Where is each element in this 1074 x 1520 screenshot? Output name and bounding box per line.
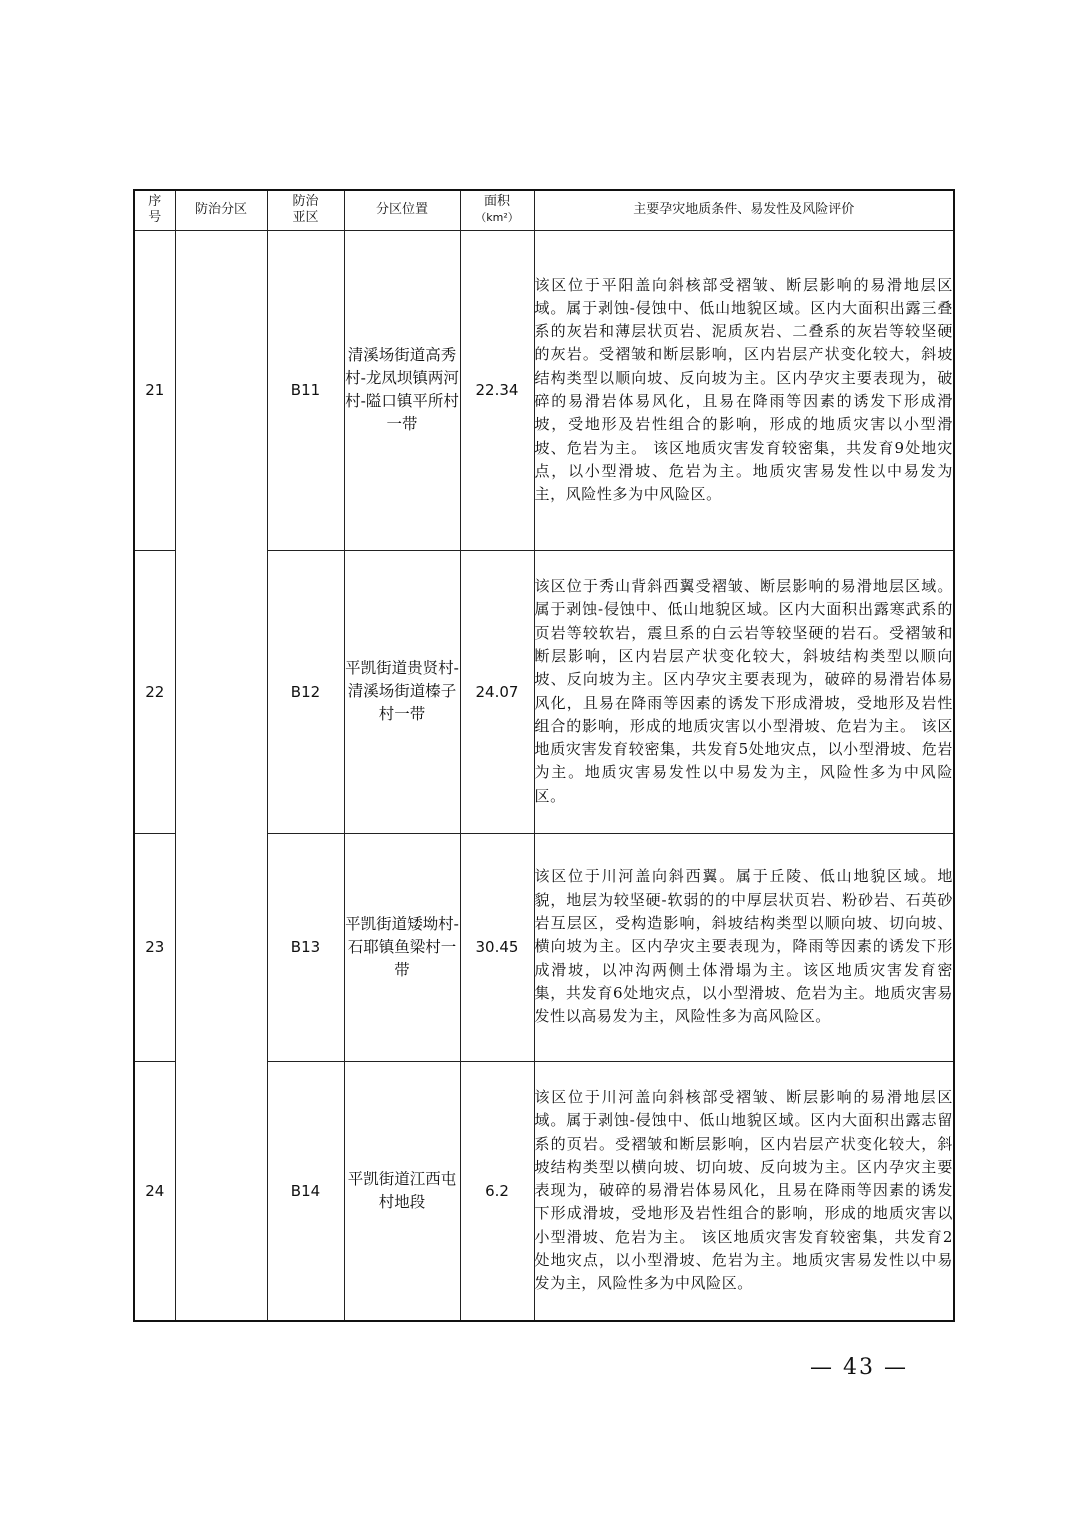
header-subzone: 防治亚区 (267, 190, 344, 230)
header-seq: 序号 (134, 190, 175, 230)
row-area: 6.2 (460, 1061, 534, 1321)
zoning-table (133, 189, 955, 1322)
row-location: 平凯街道江西屯村地段 (344, 1061, 460, 1321)
table-header-row (134, 190, 954, 230)
row-area: 30.45 (460, 833, 534, 1061)
row-description: 该区位于川河盖向斜西翼。属于丘陵、低山地貌区域。地貌，地层为较坚硬-软弱的的中厚层状页岩、粉砂岩、石英砂岩互层区，受构造影响，斜坡结构类型以顺向坡、切向坡、横向坡为主。区内孕灾主要表现为，降雨等因素的诱发下形成滑坡，以冲沟两侧土体滑塌为主。该区地质灾害发育密集，共发育6处地灾点，以小型滑坡、危岩为主。地质灾害易发性以高易发为主，风险性多为高风险区。 (534, 833, 954, 1061)
header-evaluation: 主要孕灾地质条件、易发性及风险评价 (534, 190, 954, 230)
page-number: — 43 — (810, 1355, 908, 1380)
row-area: 22.34 (460, 230, 534, 550)
row-seq: 24 (134, 1061, 175, 1321)
row-area: 24.07 (460, 550, 534, 833)
header-area: 面积 （km²） (460, 190, 534, 230)
row-description: 该区位于平阳盖向斜核部受褶皱、断层影响的易滑地层区域。属于剥蚀-侵蚀中、低山地貌区域。区内大面积出露三叠系的灰岩和薄层状页岩、泥质灰岩、二叠系的灰岩等较坚硬的灰岩。受褶皱和断层影响，区内岩层产状变化较大，斜坡结构类型以顺向坡、反向坡为主。区内孕灾主要表现为，破碎的易滑岩体易风化，且易在降雨等因素的诱发下形成滑坡，受地形及岩性组合的影响，形成的地质灾害以小型滑坡、危岩为主。 该区地质灾害发育较密集，共发育9处地灾点，以小型滑坡、危岩为主。地质灾害易发性以中易发为主，风险性多为中风险区。 (534, 230, 954, 550)
row-seq: 23 (134, 833, 175, 1061)
header-location: 分区位置 (344, 190, 460, 230)
row-seq: 21 (134, 230, 175, 550)
table-row (134, 230, 954, 550)
row-code: B11 (267, 230, 344, 550)
row-code: B13 (267, 833, 344, 1061)
row-code: B12 (267, 550, 344, 833)
row-description: 该区位于川河盖向斜核部受褶皱、断层影响的易滑地层区域。属于剥蚀-侵蚀中、低山地貌区域。区内大面积出露志留系的页岩。受褶皱和断层影响，区内岩层产状变化较大，斜坡结构类型以横向坡、切向坡、反向坡为主。区内孕灾主要表现为，破碎的易滑岩体易风化，且易在降雨等因素的诱发下形成滑坡，受地形及岩性组合的影响，形成的地质灾害以小型滑坡、危岩为主。 该区地质灾害发育较密集，共发育2处地灾点，以小型滑坡、危岩为主。地质灾害易发性以中易发为主，风险性多为中风险区。 (534, 1061, 954, 1321)
zone-cell (175, 230, 267, 1321)
row-location: 清溪场街道高秀村-龙凤坝镇两河村-隘口镇平所村一带 (344, 230, 460, 550)
row-location: 平凯街道贵贤村-清溪场街道榛子村一带 (344, 550, 460, 833)
row-code: B14 (267, 1061, 344, 1321)
header-zone: 防治分区 (175, 190, 267, 230)
row-location: 平凯街道矮坳村-石耶镇鱼梁村一带 (344, 833, 460, 1061)
row-seq: 22 (134, 550, 175, 833)
row-description: 该区位于秀山背斜西翼受褶皱、断层影响的易滑地层区域。属于剥蚀-侵蚀中、低山地貌区域。区内大面积出露寒武系的页岩等较软岩，震旦系的白云岩等较坚硬的岩石。受褶皱和断层影响，区内岩层产状变化较大，斜坡结构类型以顺向坡、反向坡为主。区内孕灾主要表现为，破碎的易滑岩体易风化，且易在降雨等因素的诱发下形成滑坡，受地形及岩性组合的影响，形成的地质灾害以小型滑坡、危岩为主。 该区地质灾害发育较密集，共发育5处地灾点，以小型滑坡、危岩为主。地质灾害易发性以中易发为主，风险性多为中风险区。 (534, 550, 954, 833)
